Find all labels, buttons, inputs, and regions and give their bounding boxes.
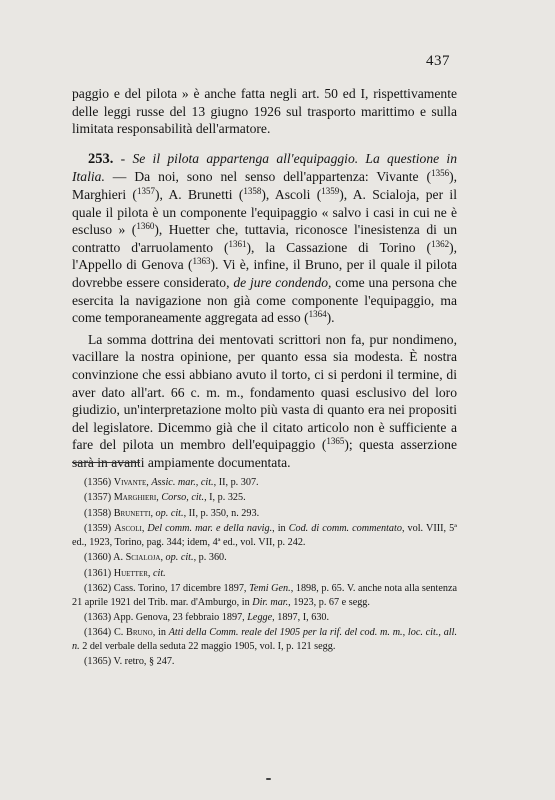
text-run: ), A. Brunetti ( (154, 186, 244, 202)
text-run: , II, p. 307. (213, 477, 259, 488)
footnote-number: (1363) (84, 611, 112, 623)
text-run: , (156, 492, 162, 504)
footnote-number: (1362) (84, 582, 112, 594)
footnote-work: op. cit. (155, 507, 184, 519)
footnote-number: (1358) (84, 507, 112, 519)
text-run: ), A. Scialoja, per il quale il pilota è un componente l'equipaggio « salvo i casi in cui ne è escluso » ( (72, 186, 457, 238)
footnote-author: Bruno (126, 627, 153, 639)
footnote (72, 491, 457, 505)
text-run: V. retro, § 247. (113, 656, 175, 668)
footnotes (72, 476, 457, 671)
footnote-number: (1359) (84, 523, 112, 535)
footnote-number: (1356) (84, 477, 112, 488)
text-run: , I, p. 325. (204, 492, 246, 504)
text-run: , (147, 567, 153, 579)
paragraph-continuation (72, 85, 457, 138)
footnote (72, 611, 457, 625)
paragraph (72, 331, 457, 472)
footnote-work: Corso, cit. (161, 492, 205, 504)
footnote-author: Ascoli (114, 523, 142, 535)
text-run: ), la Cassazione di Torino ( (246, 239, 432, 255)
ink-speck (266, 778, 271, 780)
paragraph-text: paggio e del pilota » è anche fatta negli art. 50 ed I, rispettivamente delle leggi russe del 13 giugno 1926 sul trasporto marittimo e sulla limitata responsabilità dell'armatore. (72, 86, 457, 137)
footnote-number: (1357) (84, 492, 112, 504)
text-run: , II, p. 350, n. 293. (183, 507, 260, 519)
footnote-work: Dir. mar. (252, 596, 289, 608)
footnote-number: (1360) (84, 552, 112, 564)
footnote (72, 655, 457, 669)
footnote-work: Assic. mar., cit. (151, 477, 214, 488)
footnote-author: Marghieri (113, 492, 157, 504)
footnote-work: cit. (153, 567, 166, 579)
footnote-author: Scialoja (125, 552, 161, 564)
text-run: , (146, 477, 152, 488)
text-run: ). (326, 310, 335, 326)
text-run: , (160, 552, 166, 564)
footnote-ref: 1362 (431, 238, 450, 249)
footnote-ref: 1357 (136, 185, 155, 196)
footnote-ref: 1364 (308, 309, 327, 320)
footnote-ref: 1365 (326, 436, 345, 447)
footnote-work: Temi Gen. (249, 582, 291, 594)
text-run: , 1923, p. 67 e segg. (288, 596, 370, 608)
footnote-divider (72, 462, 140, 463)
footnote-work: op. cit. (165, 552, 194, 564)
footnote-number: (1365) (84, 656, 112, 668)
text-run: , vol. VIII, 5ª ed., 1923, Torino, pag. 344; idem, 4ª ed., vol. VII, p. 242. (72, 523, 457, 548)
footnote (72, 476, 457, 490)
main-text (72, 85, 457, 471)
text-run: ), l'Appello di Genova ( (72, 239, 457, 273)
text-run: , (150, 507, 156, 519)
footnote (72, 522, 457, 549)
footnote-ref: 1360 (136, 221, 155, 232)
text-run: A. (113, 552, 126, 564)
text-run: ), Marghieri ( (72, 169, 457, 202)
text-run: , (141, 523, 148, 535)
footnote-ref: 1363 (192, 256, 211, 267)
footnote-author: Vivante (113, 477, 147, 488)
text-run: 2 del verbale della seduta 22 maggio 1905, vol. I, p. 121 segg. (79, 640, 336, 652)
footnote-ref: 1358 (243, 185, 262, 196)
text-run: C. (113, 627, 127, 639)
text-run: ); questa asserzione sarà in avanti ampiamente documentata. (72, 437, 457, 470)
footnote-author: Huetter (113, 567, 148, 579)
section-number: 253. (88, 150, 114, 167)
text-run: come una persona che esercita la navigazione non già come componente l'equipaggio, ma come temporaneamente aggregata ad esso ( (72, 274, 457, 326)
footnote-work: Legge (247, 611, 273, 623)
footnote-author: Brunetti (113, 507, 151, 519)
footnote-number: (1364) (84, 627, 112, 639)
text-run: , in (272, 523, 289, 535)
text-run: Cass. Torino, 17 dicembre 1897, (113, 582, 250, 594)
italic-phrase: de jure condendo, (233, 274, 332, 290)
footnote (72, 626, 457, 653)
footnote-work: Cod. di comm. commentato (288, 523, 402, 535)
footnote-work: Atti della Comm. reale del 1905 per la rif. del cod. m. m., loc. cit., all. n. (72, 627, 457, 652)
text-run: La somma dottrina dei mentovati scrittori non fa, pur nondimeno, vacillare la nostra opinione, per quanto essa sia modesta. È nostra convinzione che essi abbiano avuto il torto, ci si perdoni il termine, di aver dato all'art. 66 c. m. m., fondamento quasi esclusivo del loro giudizio, un'interpretazione molto più vasta di quanto era nei propositi del legislatore. Dicemmo già che il citato articolo non è sufficiente a fare del pilota un membro dell'equipaggio ( (72, 331, 457, 453)
text-run: ). Vi è, infine, il Bruno, per il quale il pilota dovrebbe essere considerato, (72, 257, 458, 290)
text-run: - (113, 150, 133, 166)
footnote (72, 567, 457, 581)
footnote (72, 507, 457, 521)
section-253-paragraph (72, 150, 457, 327)
footnote-ref: 1361 (228, 238, 247, 249)
footnote (72, 551, 457, 565)
text-run: , in (152, 627, 169, 639)
text-run: ), Ascoli ( (261, 186, 322, 202)
section-heading: Se il pilota appartenga all'equipaggio. La questione in Italia. (72, 150, 457, 185)
text-run: — Da noi, sono nel senso dell'appartenza: Vivante ( (104, 169, 432, 185)
text-run: App. Genova, 23 febbraio 1897, (113, 611, 248, 623)
footnote-ref: 1359 (321, 185, 340, 196)
text-run: ), Huetter che, tuttavia, riconosce l'inesistenza di un contratto d'arruolamento ( (72, 222, 457, 255)
text-run: , 1898, p. 65. V. anche nota alla sentenza 21 aprile 1921 del Trib. mar. d'Amburgo, in (72, 582, 457, 608)
page-number: 437 (426, 53, 450, 69)
footnote-number: (1361) (84, 567, 112, 579)
text-run: , p. 360. (193, 552, 227, 564)
footnote (72, 582, 457, 609)
footnote-ref: 1356 (431, 168, 450, 179)
footnote-work: Del comm. mar. e della navig. (147, 523, 273, 535)
text-run: , 1897, I, 630. (272, 611, 330, 623)
